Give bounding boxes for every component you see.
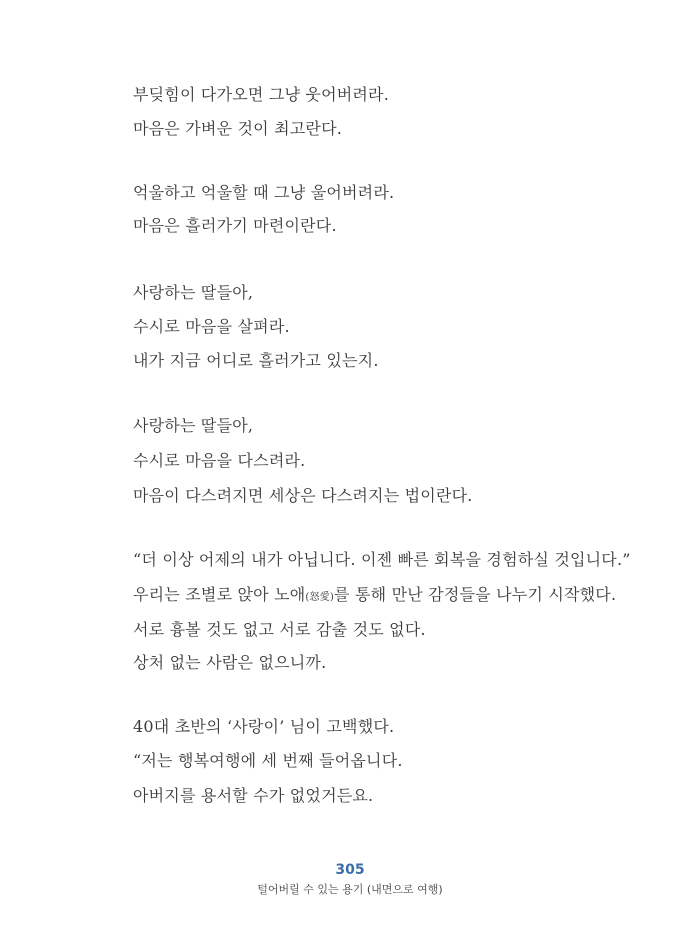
text-line: 상처 없는 사람은 없으니까. bbox=[133, 653, 327, 672]
running-footer-title: 털어버릴 수 있는 용기 (내면으로 여행) bbox=[257, 883, 443, 896]
text-line: 마음이 다스려지면 세상은 다스려지는 법이란다. bbox=[133, 486, 473, 505]
text-line: 부딪힘이 다가오면 그냥 웃어버려라. bbox=[133, 85, 389, 104]
text-line: 서로 흉볼 것도 없고 서로 감출 것도 없다. bbox=[133, 620, 426, 639]
text-line: 마음은 가벼운 것이 최고란다. bbox=[133, 119, 343, 138]
text-line-with-hanja bbox=[133, 585, 616, 608]
text-line: 아버지를 용서할 수가 없었거든요. bbox=[133, 786, 374, 805]
text-line: 수시로 마음을 살펴라. bbox=[133, 317, 290, 336]
text-line: 40대 초반의 ‘사랑이’ 님이 고백했다. bbox=[133, 717, 395, 736]
hanja-annotation: (怒愛) bbox=[305, 592, 335, 603]
text-line: 사랑하는 딸들아, bbox=[133, 416, 254, 435]
text-line: 억울하고 억울할 때 그냥 울어버려라. bbox=[133, 183, 395, 202]
text-segment: 를 통해 만난 감정들을 나누기 시작했다. bbox=[334, 585, 617, 604]
text-line: “저는 행복여행에 세 번째 들어옵니다. bbox=[133, 751, 403, 770]
page-number: 305 bbox=[335, 862, 365, 878]
text-line: 수시로 마음을 다스려라. bbox=[133, 451, 306, 470]
text-line: “더 이상 어제의 내가 아닙니다. 이젠 빠른 회복을 경험하실 것입니다.” bbox=[133, 550, 631, 569]
text-line: 내가 지금 어디로 흘러가고 있는지. bbox=[133, 351, 379, 370]
text-line: 사랑하는 딸들아, bbox=[133, 283, 254, 302]
text-line: 마음은 흘러가기 마련이란다. bbox=[133, 216, 337, 235]
text-segment: 우리는 조별로 앉아 노애 bbox=[133, 585, 306, 604]
